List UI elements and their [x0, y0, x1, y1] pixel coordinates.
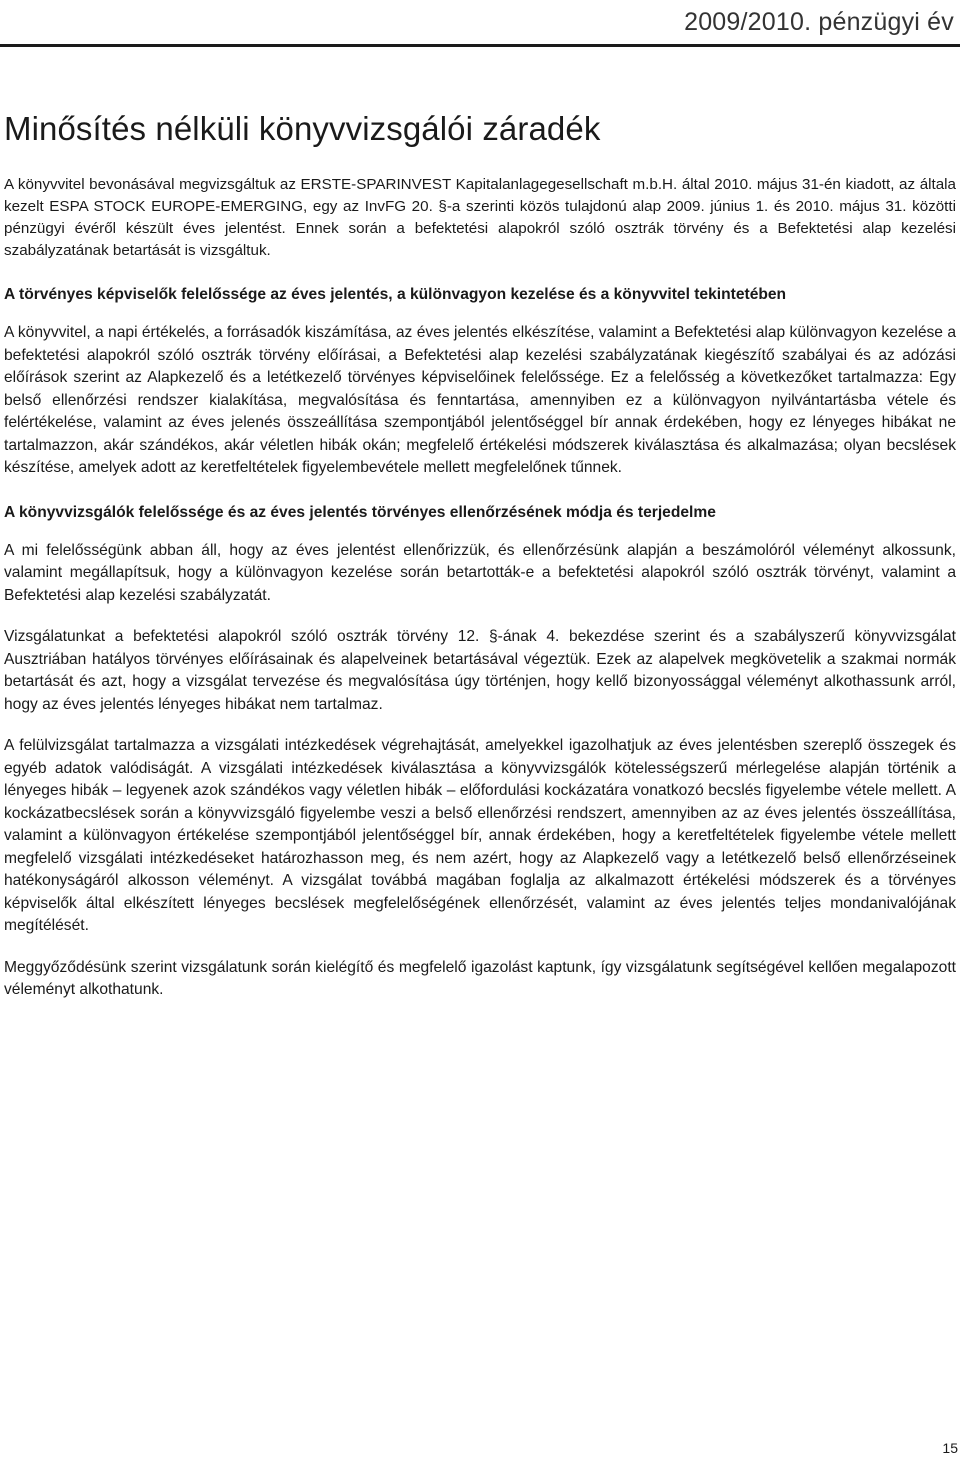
section2-paragraph-4: Meggyőződésünk szerint vizsgálatunk során kielégítő és megfelelő igazolást kaptunk, így vizsgálatunk segítségével kellően megalapozott véleményt alkothatunk.: [4, 958, 956, 998]
spacer: [4, 306, 956, 322]
spacer: [4, 480, 956, 502]
document-body: [4, 174, 956, 1002]
intro-paragraph: A könyvvitel bevonásával megvizsgáltuk az ERSTE-SPARINVEST Kapitalanlagegesellschaft m.b.H. által 2010. május 31-én kiadott, az általa kezelt ESPA STOCK EUROPE-EMERGING, egy az InvFG 20. §-a szerinti közös tulajdonú alap 2009. június 1. és 2010. május 31. közötti pénzügyi évéről készült éves jelentést. Ennek során a befektetési alapokról szóló osztrák törvény és a Befektetési alap kezelési szabályzatának betartását is vizsgáltuk.: [4, 176, 956, 259]
section2-paragraph-3: A felülvizsgálat tartalmazza a vizsgálati intézkedések végrehajtását, amelyekkel igazolhatjuk az éves jelentésben szereplő összegek és egyéb adatok valódiságát. A vizsgálati intézkedések kiválasztása a könyvvizsgálók kötelességszerű mérlegelése alapján történik a lényeges hibák – legyenek azok szándékos vagy véletlen hibák – előfordulási kockázatára vonatkozó becslés figyelembe vétele mellett. A kockázatbecslések során a könyvvizsgáló figyelembe veszi a belső ellenőrzési rendszert, amennyiben az az éves jelentés összeállítása, valamint a különvagyon értékelése szempontjából jelentőséggel bír, annak érdekében, hogy a keretfeltételek figyelembe vétele mellett megfelelő vizsgálati intézkedéseket határozhasson meg, és nem azért, hogy az Alapkezelő vagy a letétkezelő belső ellenőrzéseinek hatékonyságáról alkosson véleményt. A vizsgálat továbbá magában foglalja az alkalmazott értékelési módszerek és a törvényes képviselők által elkészített lényeges becslések megfelelőségének ellenőrzését, valamint az éves jelentés teljes mondanivalójának megítélését.: [4, 737, 956, 934]
page-number: 15: [942, 1440, 958, 1456]
spacer: [4, 607, 956, 626]
section2-paragraph-2: Vizsgálatunkat a befektetési alapokról szóló osztrák törvény 12. §-ának 4. bekezdése szerint és a szabályszerű könyvvizsgálat Ausztriában hatályos törvényes előírásainak és alapelveinek betartásával végeztük. Ezek az alapelvek megkövetelik a szakmai normák betartását és azt, hogy a vizsgálat tervezése és megvalósítása úgy történjen, hogy kellő bizonyossággal véleményt alkothassunk arról, hogy az éves jelentés lényeges hibákat nem tartalmaz.: [4, 628, 956, 713]
section2-paragraph-1: A mi felelősségünk abban áll, hogy az éves jelentést ellenőrizzük, és ellenőrzésünk alapján a beszámolóról véleményt alkossunk, valamint megállapítsuk, hogy a különvagyon kezelése során betartották-e a befektetési alapokról szóló osztrák törvényt, valamint a Befektetési alap kezelési szabályzatát.: [4, 541, 956, 604]
spacer: [4, 524, 956, 540]
section1-paragraph: A könyvvitel, a napi értékelés, a forrásadók kiszámítása, az éves jelentés elkészítése, valamint a Befektetési alap különvagyon kezelése a befektetési alapokról szóló osztrák törvény előírásai, a Befektetési alap kezelési szabályzatának kiegészítő szabályai és az adózási előírások szerint az Alapkezelő és a letétkezelő törvényes képviselőinek felelőssége. Ez a felelősség a következőket tartalmazza: Egy belső ellenőrzési rendszer kialakítása, megvalósítása és fenntartása, amennyiben ez a különvagyon nyilvántartásba vétele és felértékelése, valamint az éves jelenés összeállítása szempontjából jelentőséggel bír annak érdekében, hogy ez lényeges hibákat ne tartalmazzon, akár szándékos, akár véletlen hibák okán; megfelelő értékelési módszerek kiválasztása és alkalmazása; olyan becslések készítése, amelyek adott az keretfeltételek figyelembevétele mellett megfelelőnek tűnnek.: [4, 324, 956, 476]
spacer: [4, 716, 956, 735]
header-divider: [0, 44, 960, 47]
header-fiscal-year: 2009/2010. pénzügyi év: [684, 8, 954, 36]
spacer: [4, 262, 956, 284]
section2-heading: A könyvvizsgálók felelőssége és az éves jelentés törvényes ellenőrzésének módja és terjedelme: [4, 503, 716, 521]
section1-heading: A törvényes képviselők felelőssége az éves jelentés, a különvagyon kezelése és a könyvvitel tekintetében: [4, 286, 787, 303]
spacer: [4, 938, 956, 957]
page-title: Minősítés nélküli könyvvizsgálói záradék: [4, 110, 601, 147]
